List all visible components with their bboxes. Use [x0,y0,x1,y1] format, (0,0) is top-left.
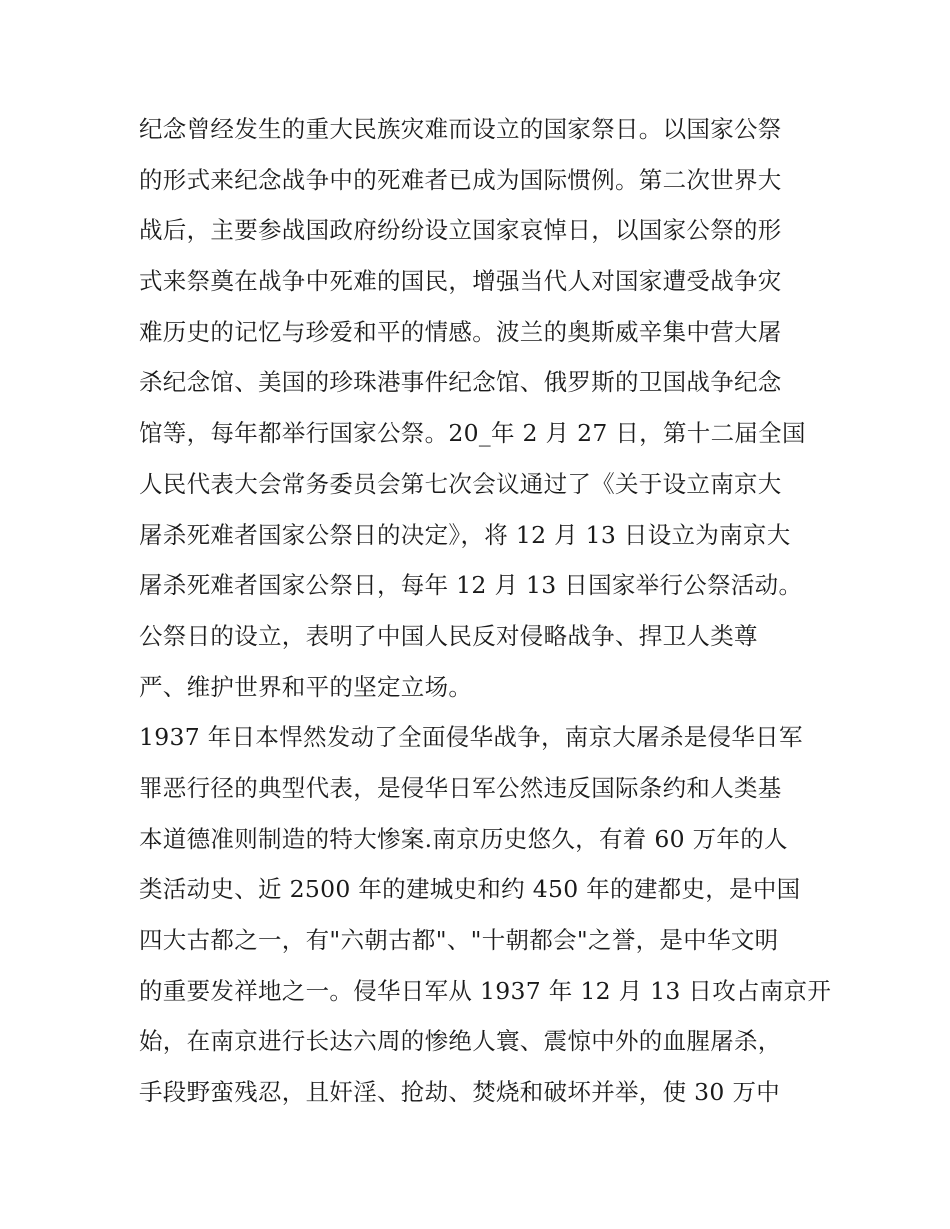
text-line: 1937 年日本悍然发动了全面侵华战争，南京大屠杀是侵华日军 [139,723,803,752]
text-line: 的重要发祥地之一。侵华日军从 1937 年 12 月 13 日攻占南京开 [139,976,832,1005]
text-line: 本道德准则制造的特大惨案.南京历史悠久，有着 60 万年的人 [139,824,788,853]
text-line: 的形式来纪念战争中的死难者已成为国际惯例。第二次世界大 [139,165,782,194]
text-line: 难历史的记忆与珍爱和平的情感。波兰的奥斯威辛集中营大屠 [139,317,782,346]
text-line: 四大古都之一，有"六朝古都"、"十朝都会"之誉，是中华文明 [139,926,779,954]
text-line: 杀纪念馆、美国的珍珠港事件纪念馆、俄罗斯的卫国战争纪念 [139,368,782,397]
text-line: 人民代表大会常务委员会第七次会议通过了《关于设立南京大 [139,469,782,498]
text-line: 馆等，每年都举行国家公祭。20_年 2 月 27 日，第十二届全国 [139,419,806,448]
text-line: 战后，主要参战国政府纷纷设立国家哀悼日，以国家公祭的形 [139,216,782,245]
text-line: 罪恶行径的典型代表，是侵华日军公然违反国际条约和人类基 [139,773,782,802]
text-line: 屠杀死难者国家公祭日，每年 12 月 13 日国家举行公祭活动。 [139,571,803,600]
text-line: 严、维护世界和平的坚定立场。 [139,672,473,701]
text-line: 类活动史、近 2500 年的建城史和约 450 年的建都史，是中国 [139,875,801,904]
text-line: 式来祭奠在战争中死难的国民，增强当代人对国家遭受战争灾 [139,267,782,296]
text-line: 公祭日的设立，表明了中国人民反对侵略战争、捍卫人类尊 [139,621,758,650]
text-line: 屠杀死难者国家公祭日的决定》，将 12 月 13 日设立为南京大 [139,520,791,549]
text-line: 始，在南京进行长达六周的惨绝人寰、震惊中外的血腥屠杀， [139,1027,782,1056]
body-text [139,104,832,1118]
text-line: 手段野蛮残忍，且奸淫、抢劫、焚烧和破坏并举，使 30 万中 [139,1078,781,1107]
text-line: 纪念曾经发生的重大民族灾难而设立的国家祭日。以国家公祭 [139,115,782,143]
